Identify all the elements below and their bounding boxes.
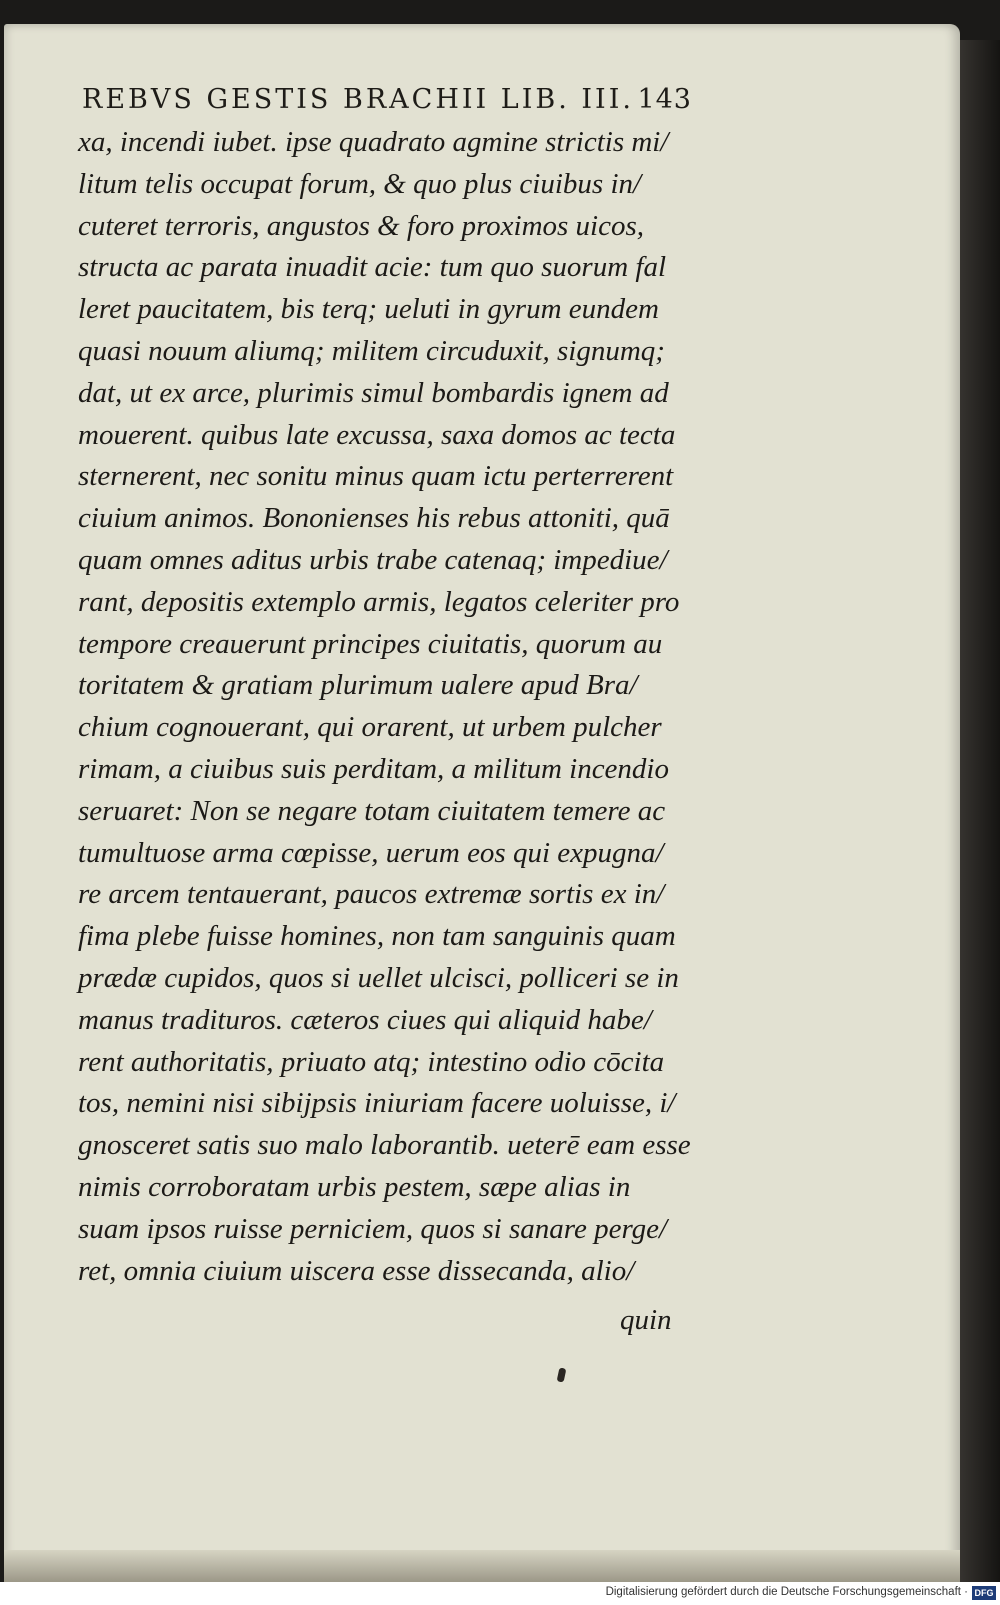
text-line: xa, incendi iubet. ipse quadrato agmine strictis mi/ [78, 126, 669, 158]
text-line: chium cognouerant, qui orarent, ut urbem pulcher [78, 711, 662, 744]
catchword: quin [620, 1304, 672, 1336]
text-line: litum telis occupat forum, & quo plus ciuibus in/ [78, 167, 642, 200]
text-line: mouerent. quibus late excussa, saxa domos ac tecta [78, 418, 676, 451]
running-head [82, 84, 692, 115]
text-line: rimam, a ciuibus suis perditam, a militum incendio [78, 752, 669, 785]
text-line: manus tradituros. cæteros ciues qui aliquid habe/ [78, 1003, 652, 1036]
text-line: re arcem tentauerant, paucos extremæ sortis ex in/ [78, 878, 665, 911]
text-line: suam ipsos ruisse perniciem, quos si sanare perge/ [78, 1212, 668, 1245]
text-line: sternerent, nec sonitu minus quam ictu perterrerent [78, 460, 674, 493]
footer-credit: Digitalisierung gefördert durch die Deutsche Forschungsgemeinschaft · [605, 1586, 968, 1598]
text-line: quam omnes aditus urbis trabe catenaq; impediue/ [78, 543, 668, 576]
text-line: rant, depositis extemplo armis, legatos celeriter pro [78, 585, 680, 618]
text-line: cuteret terroris, angustos & foro proximos uicos, [78, 209, 645, 242]
text-line: tos, nemini nisi sibijpsis iniuriam facere uoluisse, i/ [78, 1087, 676, 1120]
text-line: nimis corroboratam urbis pestem, sæpe alias in [78, 1170, 631, 1203]
text-line: toritatem & gratiam plurimum ualere apud Bra/ [78, 669, 638, 702]
footer-bar [0, 1582, 1000, 1605]
text-line: tumultuose arma cœpisse, uerum eos qui expugna/ [78, 836, 664, 869]
running-head-title: REBVS GESTIS BRACHII LIB. III. [82, 84, 634, 115]
text-line: structa ac parata inuadit acie: tum quo suorum fal [78, 251, 667, 284]
page-bottom-edge [4, 1550, 960, 1582]
text-line: prædæ cupidos, quos si uellet ulcisci, polliceri se in [78, 961, 679, 994]
dfg-logo: DFG [972, 1586, 996, 1600]
text-line: ciuium animos. Bononienses his rebus attoniti, quā [78, 502, 670, 535]
text-line: dat, ut ex arce, plurimis simul bombardis ignem ad [78, 376, 669, 409]
folio-number: 143 [637, 84, 692, 115]
text-line: fima plebe fuisse homines, non tam sanguinis quam [78, 920, 676, 953]
text-line: gnosceret satis suo malo laborantib. ueterē eam esse [78, 1129, 691, 1162]
text-line: seruaret: Non se negare totam ciuitatem temere ac [78, 794, 666, 827]
text-line: leret paucitatem, bis terq; ueluti in gyrum eundem [78, 293, 659, 326]
text-line: ret, omnia ciuium uiscera esse dissecanda, alio/ [78, 1254, 635, 1287]
book-edge-shadow [955, 40, 1000, 1582]
text-line: quasi nouum aliumq; militem circuduxit, signumq; [78, 334, 665, 367]
text-block [78, 122, 691, 1292]
text-line: tempore creauerunt principes ciuitatis, quorum au [78, 627, 663, 660]
text-line: rent authoritatis, priuato atq; intestino odio cōcita [78, 1045, 665, 1078]
